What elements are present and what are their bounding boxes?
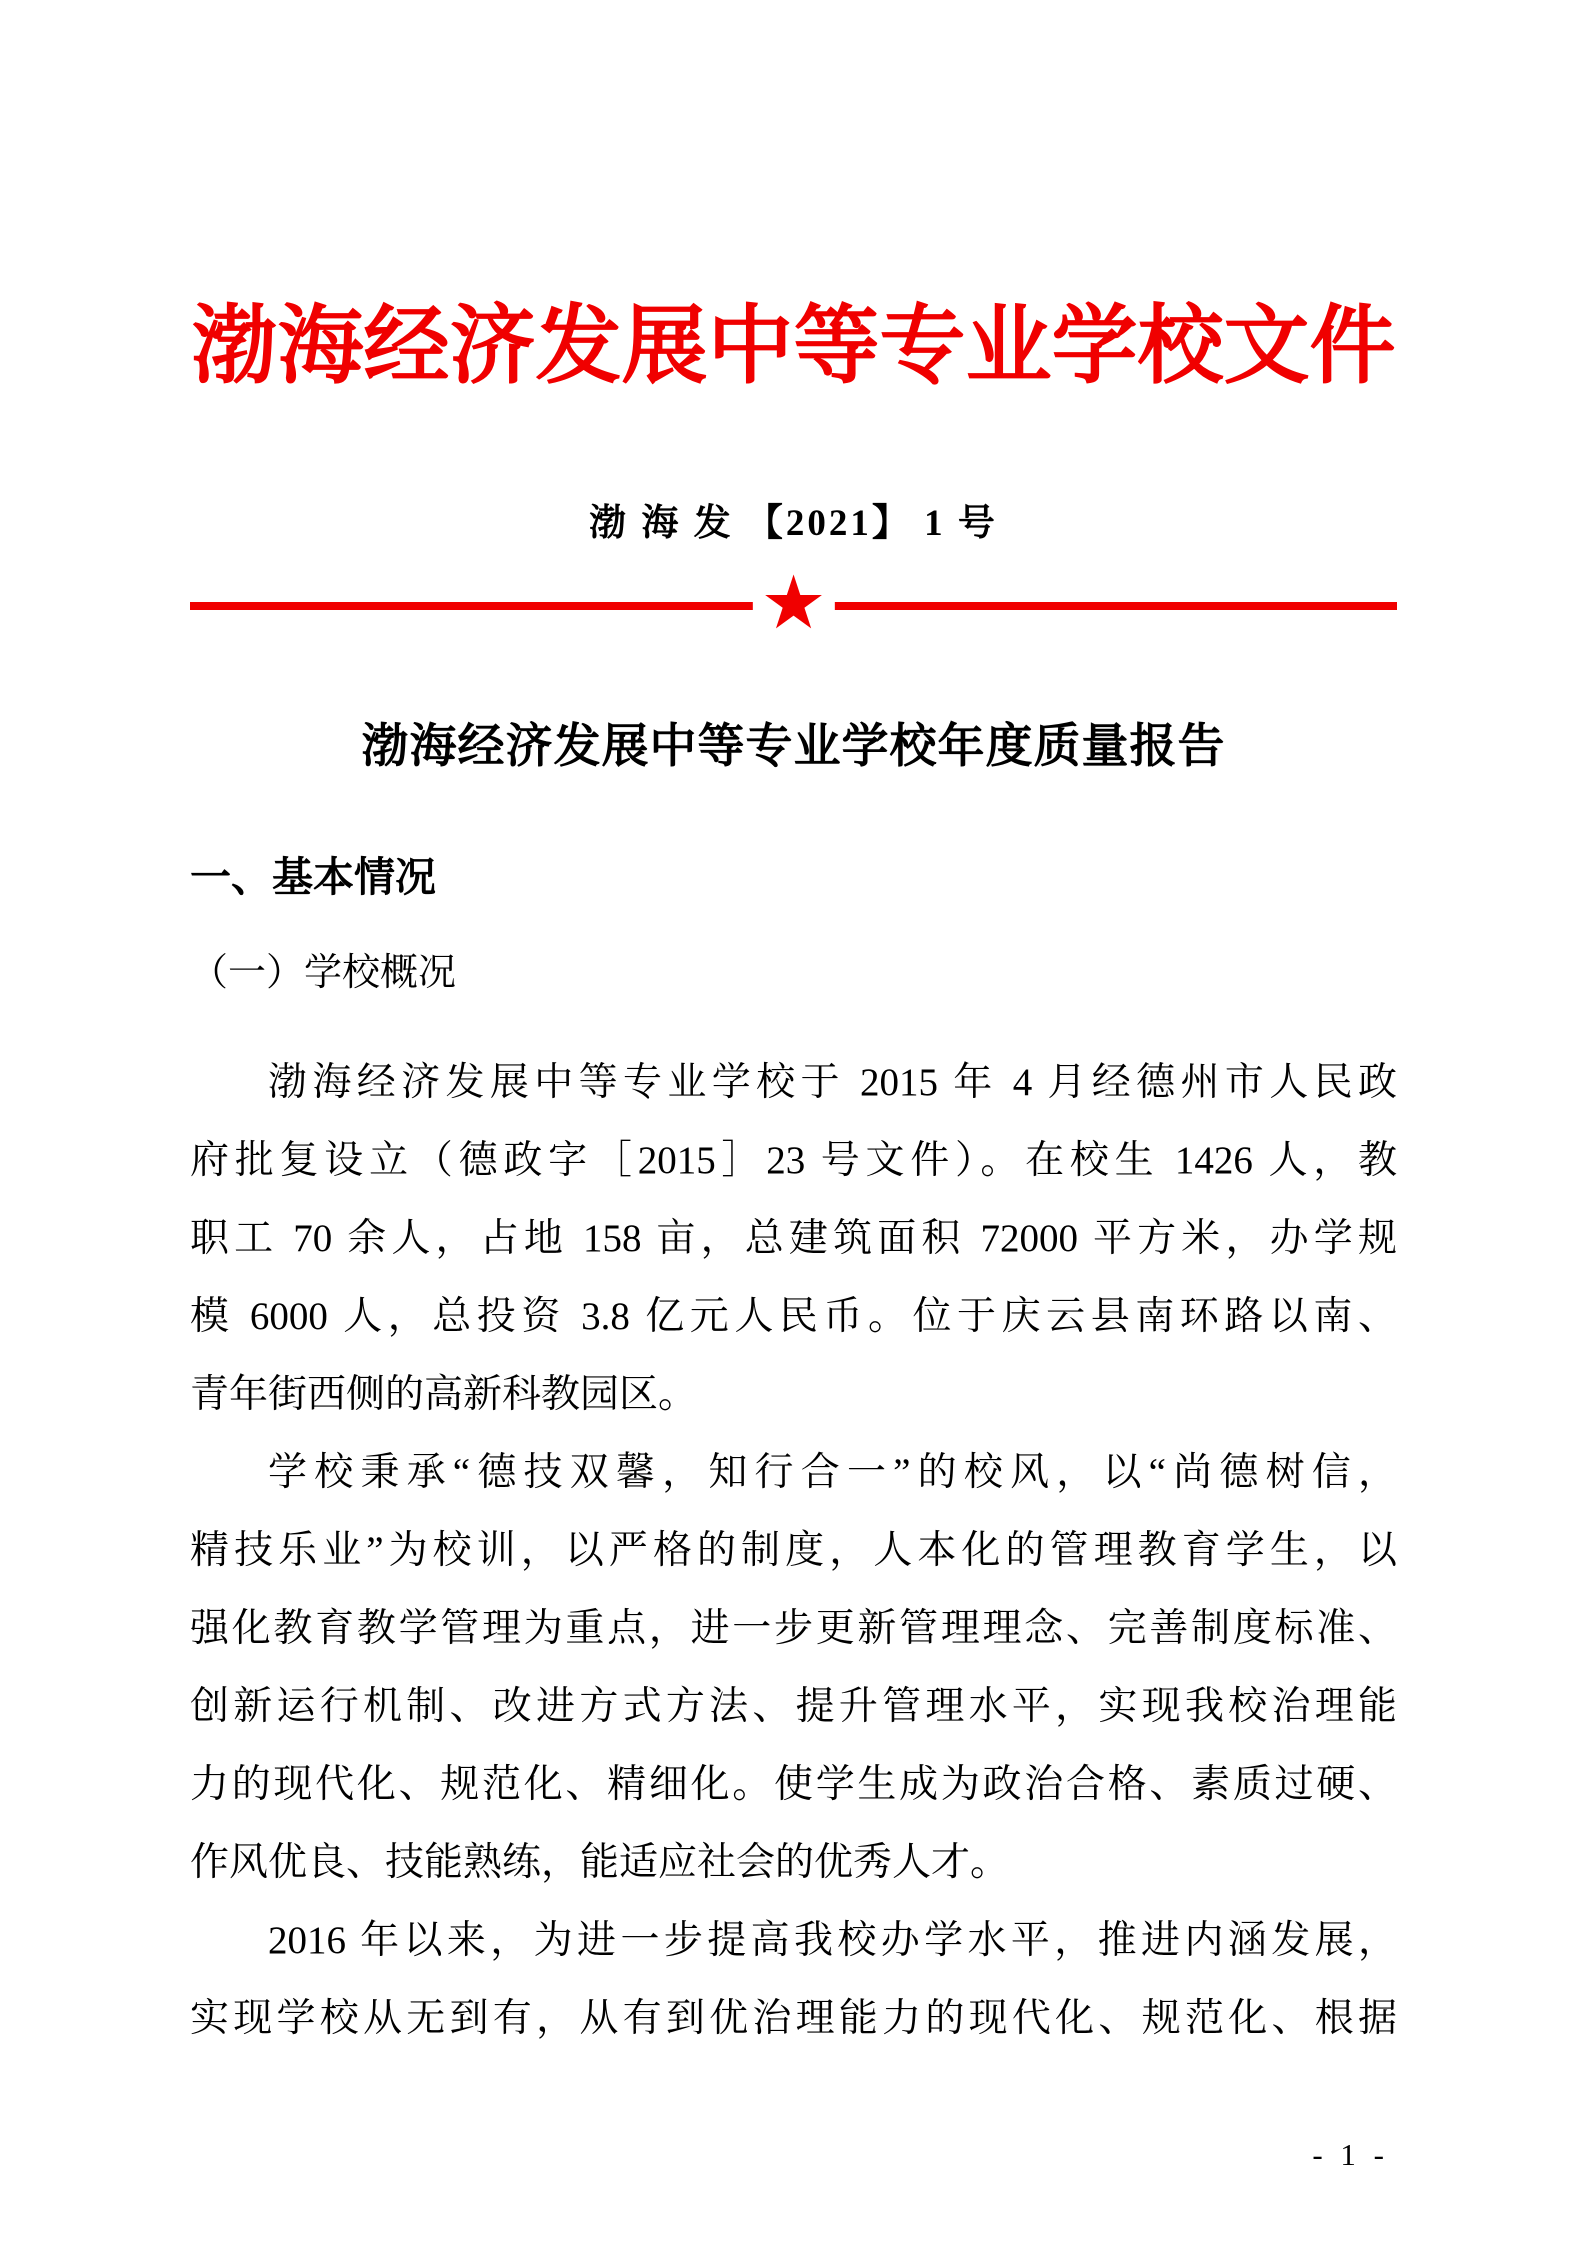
body-line: 模 6000 人，总投资 3.8 亿元人民币。位于庆云县南环路以南、 <box>190 1295 1397 1339</box>
red-divider-line <box>190 560 1397 647</box>
body-line: 精技乐业”为校训，以严格的制度，人本化的管理教育学生，以 <box>190 1529 1397 1573</box>
body-line: 实现学校从无到有，从有到优治理能力的现代化、规范化、根据 <box>190 1997 1397 2041</box>
letterhead-title: 渤海经济发展中等专业学校文件 <box>191 298 1396 394</box>
body-line: 学校秉承“德技双馨，知行合一”的校风，以“尚德树信， <box>268 1451 1397 1495</box>
page-number: - 1 - <box>1312 2137 1389 2172</box>
body-line: 职工 70 余人，占地 158 亩，总建筑面积 72000 平方米，办学规 <box>190 1217 1397 1261</box>
body-line: 创新运行机制、改进方式方法、提升管理水平，实现我校治理能 <box>190 1685 1397 1729</box>
body-line: 力的现代化、规范化、精细化。使学生成为政治合格、素质过硬、 <box>190 1763 1397 1807</box>
body-line: 2016 年以来，为进一步提高我校办学水平，推进内涵发展， <box>268 1919 1397 1963</box>
body-line: 强化教育教学管理为重点，进一步更新管理理念、完善制度标准、 <box>190 1607 1397 1651</box>
body-line: 渤海经济发展中等专业学校于 2015 年 4 月经德州市人民政 <box>268 1061 1397 1105</box>
body-line: 青年街西侧的高新科教园区。 <box>190 1373 698 1417</box>
body-line: 府批复设立（德政字［2015］23 号文件）。在校生 1426 人，教 <box>190 1139 1397 1183</box>
body-line: 作风优良、技能熟练，能适应社会的优秀人才。 <box>190 1841 1010 1885</box>
body-text <box>190 1044 1397 2058</box>
report-title: 渤海经济发展中等专业学校年度质量报告 <box>361 719 1226 773</box>
star-icon: ★ <box>752 566 834 640</box>
document-number: 渤 海 发 【2021】 1 号 <box>589 503 998 545</box>
section-heading-basic-info: 一、基本情况 <box>190 854 436 901</box>
subsection-heading-school-overview: （一）学校概况 <box>190 952 457 995</box>
